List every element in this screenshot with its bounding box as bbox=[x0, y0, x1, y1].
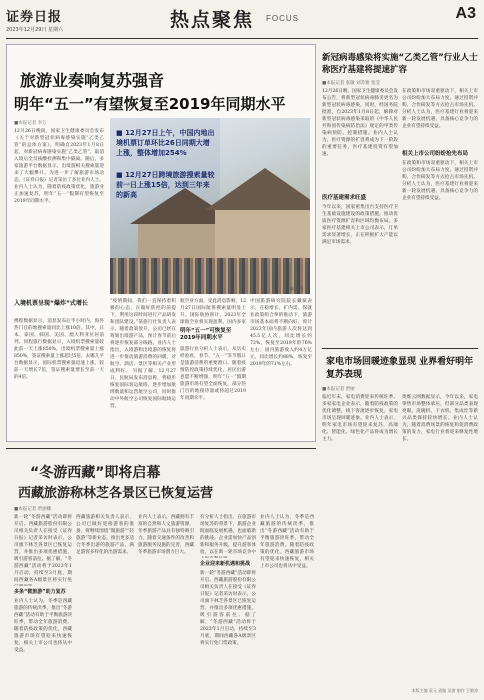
bottom-headline-1: “冬游西藏”即将启幕 bbox=[30, 465, 161, 481]
feature-col-3b: 旅游行业分析人士表示，从历史经验看，春节、“五一”等节假日是旅游消费的重要窗口。随着疫情防控政策持续优化，居民出游意愿不断增强，明年“五一”假期旅游市场有望全面恢复，部分热门目的地接待量或将超过2019年同期水平。 bbox=[180, 347, 246, 401]
right-subhead-b: 相关上市公司纷纷抢先布局 bbox=[402, 151, 469, 157]
right-headline: 新冠病毒感染将实施“乙类乙管”行业人士称医疗基建将提速扩容 bbox=[322, 53, 478, 75]
feature-byline: ■本报记者 李万 bbox=[14, 121, 47, 126]
feature-stat-2: ■ 12月27日跨境旅游搜索量较前一日上涨15倍，达到三年来的新高 bbox=[116, 171, 215, 199]
section-title: 热点聚焦 bbox=[170, 9, 255, 31]
masthead: 证券日报 bbox=[6, 10, 63, 25]
right-headline-2: 家电市场回暖迹象显现 业界看好明年复苏表现 bbox=[326, 357, 474, 380]
feature-subhead-1: 入境机票呈现“爆炸”式增长 bbox=[14, 300, 88, 307]
section-title-en: FOCUS bbox=[266, 14, 299, 23]
bottom-headline-2: 西藏旅游称林芝各景区已恢复运营 bbox=[18, 486, 214, 501]
bottom-col-4b: 新一轮“冬游西藏”活动即将开启。西藏旅游股份有限公司相关负责人在接受《证券日报》记者采访时表示，公司旗下林芝各景区已恢复运营，并推出多项优惠措施，吸引游客前往。据了解，“冬游西藏”活动将于2023年1月启动，持续至3月底，期间西藏各A级景区将实行免门票政策。 bbox=[200, 571, 256, 646]
right-col-a: 12月26日晚，国家卫生健康委员会发布公告，将新型冠状病毒肺炎更名为新型冠状病毒感染，同时，经国务院批准，自2023年1月8日起，解除对新型冠状病毒感染采取的《中华人民共和国传染病防治法》规定的甲类传染病预防、控制措施。业内人士认为，医疗资源的扩容将成为下一阶段的重要任务，医疗基建投资有望加速。 bbox=[322, 89, 398, 157]
right-divider bbox=[322, 348, 478, 349]
bottom-subhead-2: 企业迎来新机遇和挑战 bbox=[200, 561, 251, 567]
right-col-e: 奥维云网数据显示，今年以来，家电零售市场整体承压，但部分品类表现亮眼。洗碗机、干衣机、集成灶等新兴品类保持较快增长。业内人士认为，随着消费场景的恢复和促消费政策的发力，家电行业将迎来修复性增长。 bbox=[402, 395, 478, 442]
bottom-col-3: 业内人士表示，西藏拥有丰富的自然和人文旅游资源，冬季旅游产品具有独特吸引力。随着交通条件的改善和旅游服务设施的完善，西藏冬季旅游市场潜力巨大。 bbox=[138, 515, 194, 555]
feature-headline-1: 旅游业奏响复苏强音 bbox=[20, 71, 165, 90]
bottom-col-2: 西藏旅游相关负责人表示，公司已做好迎接游客的准备，将继续围绕“微旅游”“轻旅游”等新业态，推出更多适合冬季出游的旅游产品，满足游客多样化的出游需求。 bbox=[76, 515, 134, 555]
right-col-b: 今年以来，国家密集出台支持医疗卫生基础设施建设的政策措施，推动优质医疗资源扩容和区域均衡布局。多家医疗基建相关上市公司表示，订单需求显著增长，正在积极扩大产能以满足市场需求。 bbox=[322, 205, 398, 245]
right-col-c: 在政策和市场双重驱动下，相关上市公司纷纷加大布局力度，通过投资并购、合作研发等方式抢占市场先机。分析人士认为，医疗基建行业将迎来新一轮发展机遇，具备核心竞争力的企业有望持续受益。 bbox=[402, 161, 478, 201]
photo-credit: 王巍 制图 bbox=[286, 286, 304, 291]
feature-headline-2: 明年“五一”有望恢复至2019年同期水平 bbox=[14, 95, 286, 113]
feature-col-4: 中国旅游研究院院长戴斌表示，在稳增长、扩内需、保就业政策组合拳的推动下，旅游市场基本面将不断向好。预计2023年国内旅游人次将达到45.5亿人次，同比增长约73%，恢复至2019年的76%左右；国内旅游收入约4万亿元，同比增长约88%，恢复至2019年的71%左右。 bbox=[250, 299, 312, 367]
bottom-subhead-1: 多条“微旅游”助力复苏 bbox=[14, 589, 66, 595]
photo-wall-right bbox=[215, 210, 310, 262]
right-byline-2: ■本报记者 贾丽 bbox=[322, 387, 355, 392]
bottom-byline: ■本报记者 贾丽娜 bbox=[14, 507, 52, 512]
page-number: A3 bbox=[455, 5, 476, 22]
bottom-col-4: 有分析人士指出，在旅游市场复苏的背景下，旅游企业既面临发展机遇，也面临新的挑战。企业需加快产品创新和服务升级，提升游客体验，以在新一轮市场竞争中 bbox=[200, 515, 256, 555]
photo-crowd bbox=[110, 258, 310, 294]
bottom-col-1: 新一轮“冬游西藏”活动即将开启。西藏旅游股份有限公司相关负责人在接受《证券日报》记者采访时表示，公司旗下林芝各景区已恢复运营，并推出多项优惠措施，吸引游客前往。据了解，“冬游西藏”活动将于2023年1月启动，持续至3月底，期间西藏各A级景区将实行免 bbox=[14, 515, 72, 583]
feature-col-2: “疫情期间，我们一直保持着积极的心态，在做好防控的前提下，利用这段时间进行产品研发和团队建设。”某旅行社负责人表示，随着政策放开，公司已经在筹划出境游产品，预计春节前后将逐步恢复部分线路。业内人士指出，入境游和出境游的恢复将进一步推动旅游消费的回暖，对航空、酒店、景区等相关产业形成利好。 另据了解，12月27日，民航局发布消息称，将稳步恢复国际客运航班，逐步增加航班数量和运营航空公司，同时推动中外航空公司恢复国际航线运营。 bbox=[110, 299, 176, 409]
bottom-divider bbox=[6, 448, 316, 449]
feature-col-1: 12月26日晚间，国家卫生健康委员会发布《关于对新型冠状病毒感染实施“乙类乙管”的总体方案》，明确自2023年1月8日起，对新冠病毒感染实施“乙类乙管”，取消入境后全员核酸检测和集中隔离。随后，多家旅游平台数据显示，出境游相关搜索量迎来了大幅攀升。为进一步了解旅游市场动态，《证券日报》记者采访了多位业内人士。业内人士认为，随着防疫政策优化，旅游业正加速复苏，明年“五一”假期有望恢复至2019年同期水平。 bbox=[14, 129, 104, 204]
bottom-col-5: 业内人士认为，冬季是西藏旅游的传统淡季，推出“冬游西藏”活动有助于平衡旅游淡旺季，带动全年旅游消费。随着防疫政策的优化，西藏旅游市场有望迎来快速恢复，相关上市公司也将从中受益。 bbox=[260, 515, 314, 569]
feature-stat-1: ■ 12月27日上午，中国内地出境机票订单环比26日同期大增上涨，整体增加254% bbox=[116, 129, 215, 157]
right-byline: ■本报记者 张敏 刘苏雅 张莹 bbox=[322, 81, 381, 86]
right-col-b2: 在政策和市场双重驱动下，相关上市公司纷纷加大布局力度，通过投资并购、合作研发等方式抢占市场先机。分析人士认为，医疗基建行业将迎来新一轮发展机遇，具备核心竞争力的企业有望持续受益。 bbox=[402, 89, 478, 129]
feature-subhead-2: 明年“五一”可恢复至2019年同期水平 bbox=[180, 328, 232, 341]
photo-roof-right bbox=[205, 168, 310, 210]
bottom-col-1b: 业内人士认为，冬季是西藏旅游的传统淡季，推出“冬游西藏”活动有助于平衡旅游淡旺季，带动全年旅游消费。随着防疫政策的优化，西藏旅游市场有望迎来快速恢复，相关上市公司也将从中受益。 bbox=[14, 599, 72, 653]
right-col-d: 临近年末，家电消费迎来传统旺季。多家家电企业表示，随着防疫政策的优化调整，线下客流逐步恢复，家电市场呈现回暖迹象。业内人士表示，明年家电市场有望迎来复苏，高端化、智能化、绿色化产品将成为增长主力。 bbox=[322, 395, 398, 442]
header-rule bbox=[6, 38, 478, 39]
right-subhead-a: 医疗基建需求旺盛 bbox=[322, 195, 367, 201]
page-footer: 本版主编 袁元 责编 吴澍 制作 王敬涛 bbox=[411, 688, 478, 693]
feature-col-1b: 携程数据显示，消息发布后半小时内，海外热门目的地搜索量同比上涨10倍。其中，日本、泰国、韩国、美国、澳大利亚位居前列。同程旅行数据显示，入境机票搜索量较此前一天上涨850%，出境机票搜索量上涨850%，签证搜索量上涨超过5倍。去哪儿平台数据显示，国际机票搜索量迅速上涨，较前一天增长7倍，签证搜索量增长至前一天的4倍。 bbox=[14, 319, 104, 380]
masthead-date: 2023年12月29日 星期六 bbox=[6, 27, 64, 33]
page-header bbox=[0, 0, 484, 40]
feature-col-3: 航空业方面，受此消息影响，12月27日国际航班搜索量明显上升。国际航协预计，2023年全球航空业将实现盈利。国内多家 bbox=[180, 299, 246, 325]
